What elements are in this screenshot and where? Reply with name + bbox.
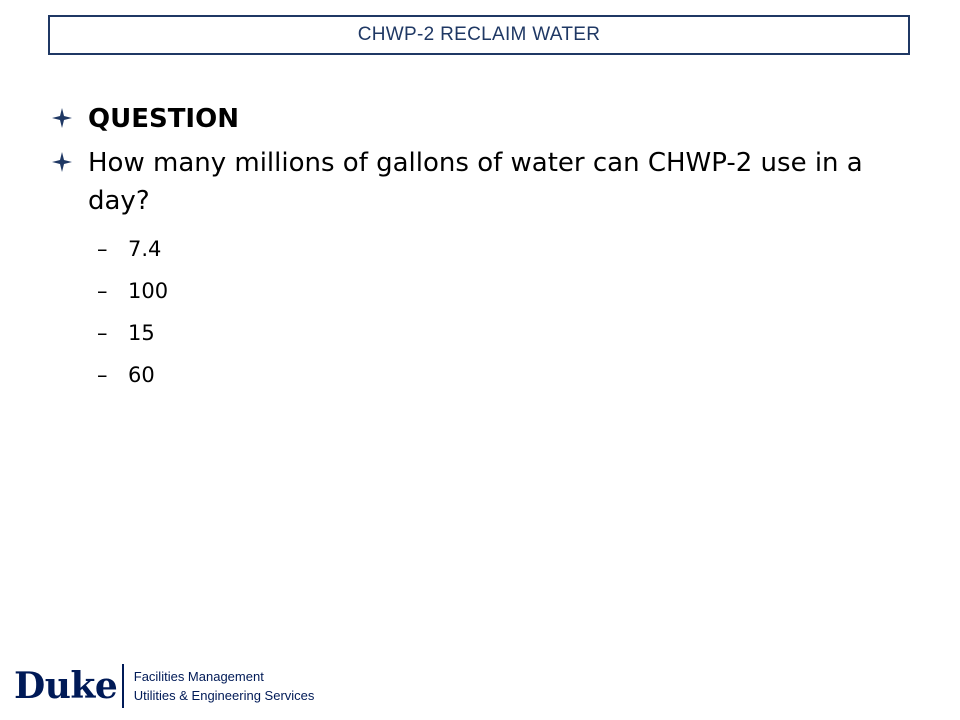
answer-option-text: 100 (128, 279, 169, 303)
footer-org-text (134, 667, 315, 705)
footer-line-facilities: Facilities Management (133, 669, 264, 684)
bullet-text: How many millions of gallons of water can CHWP-2 use in a day? (88, 148, 863, 216)
answer-option (97, 270, 168, 312)
footer-divider (122, 664, 124, 708)
bullet-text: QUESTION (88, 104, 239, 134)
duke-logo: Duke (14, 665, 118, 707)
footer (14, 664, 314, 708)
answer-option (97, 312, 168, 354)
slide-title-bar (48, 15, 910, 55)
footer-line-utilities: Utilities & Engineering Services (133, 688, 315, 703)
answer-option (97, 354, 168, 396)
dash-marker: – (97, 237, 108, 261)
four-point-star-icon (52, 108, 72, 128)
dash-marker: – (97, 363, 108, 387)
bullet-item-question-text (52, 144, 872, 220)
answer-option (97, 228, 168, 270)
dash-marker: – (97, 279, 108, 303)
dash-marker: – (97, 321, 108, 345)
four-point-star-icon (52, 152, 72, 172)
answer-options-list (97, 228, 168, 396)
answer-option-text: 7.4 (128, 237, 162, 261)
bullet-list (52, 100, 872, 226)
answer-option-text: 60 (128, 363, 155, 387)
slide-title: CHWP-2 RECLAIM WATER (357, 24, 601, 45)
answer-option-text: 15 (128, 321, 155, 345)
bullet-item-question (52, 100, 872, 138)
